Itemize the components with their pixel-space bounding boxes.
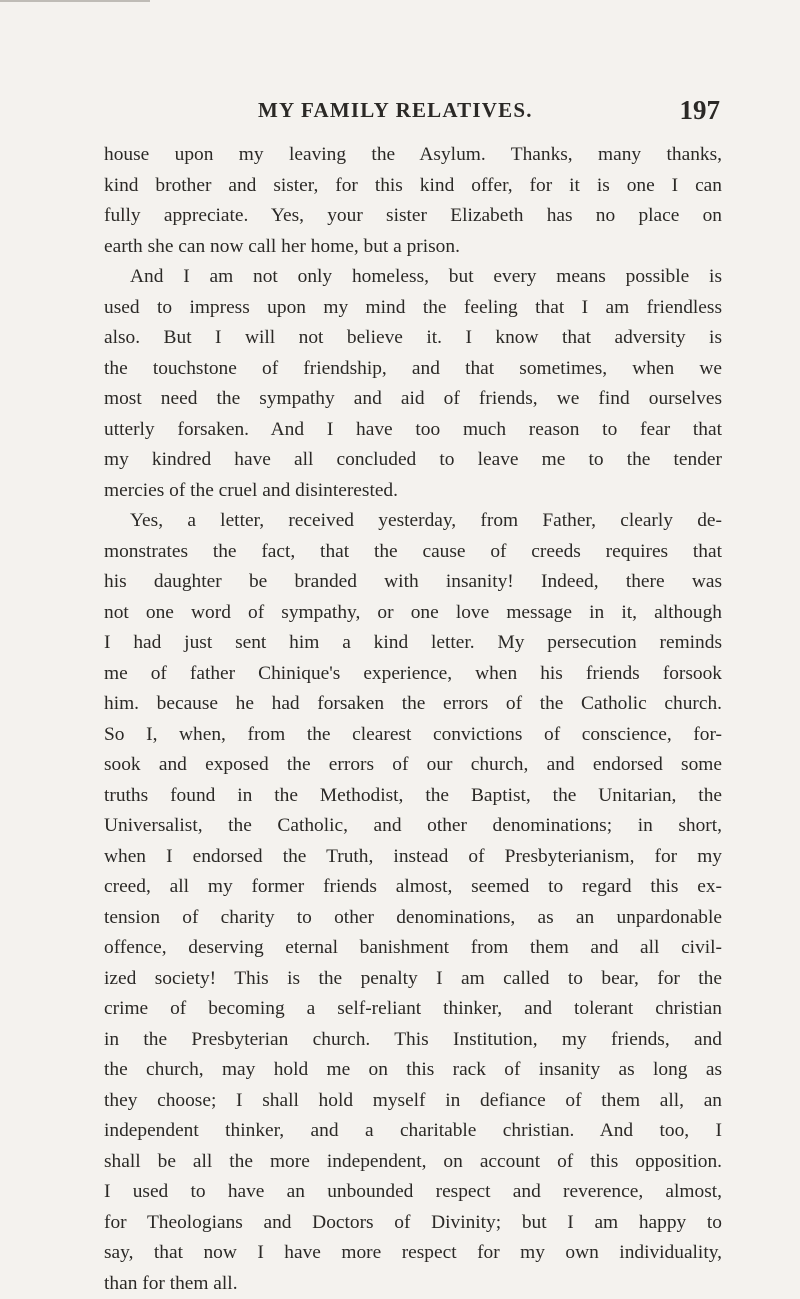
text-line: sook and exposed the errors of our church, and endorsed some <box>104 750 722 781</box>
text-line: say, that now I have more respect for my own individuality, <box>104 1238 722 1269</box>
running-title: MY FAMILY RELATIVES. <box>258 93 533 127</box>
text-line: earth she can now call her home, but a prison. <box>104 232 722 263</box>
text-line: truths found in the Methodist, the Baptist, the Unitarian, the <box>104 781 722 812</box>
text-line: So I, when, from the clearest convictions of conscience, for- <box>104 720 722 751</box>
text-line: And I am not only homeless, but every means possible is <box>104 262 722 293</box>
text-line: than for them all. <box>104 1269 722 1299</box>
text-line: ized society! This is the penalty I am called to bear, for the <box>104 964 722 995</box>
text-line: monstrates the fact, that the cause of creeds requires that <box>104 537 722 568</box>
text-line: the church, may hold me on this rack of insanity as long as <box>104 1055 722 1086</box>
text-line: his daughter be branded with insanity! Indeed, there was <box>104 567 722 598</box>
text-line: me of father Chinique's experience, when his friends forsook <box>104 659 722 690</box>
text-line: in the Presbyterian church. This Institution, my friends, and <box>104 1025 722 1056</box>
text-line: kind brother and sister, for this kind offer, for it is one I can <box>104 171 722 202</box>
running-header <box>258 93 720 127</box>
body-text <box>104 140 722 1299</box>
text-line: the touchstone of friendship, and that sometimes, when we <box>104 354 722 385</box>
text-line: most need the sympathy and aid of friends, we find ourselves <box>104 384 722 415</box>
text-line: him. because he had forsaken the errors of the Catholic church. <box>104 689 722 720</box>
text-line: creed, all my former friends almost, seemed to regard this ex- <box>104 872 722 903</box>
text-line: fully appreciate. Yes, your sister Elizabeth has no place on <box>104 201 722 232</box>
text-line: I used to have an unbounded respect and reverence, almost, <box>104 1177 722 1208</box>
text-line: I had just sent him a kind letter. My persecution reminds <box>104 628 722 659</box>
text-line: independent thinker, and a charitable christian. And too, I <box>104 1116 722 1147</box>
text-line: crime of becoming a self-reliant thinker, and tolerant christian <box>104 994 722 1025</box>
text-line: offence, deserving eternal banishment from them and all civil- <box>104 933 722 964</box>
text-line: Universalist, the Catholic, and other denominations; in short, <box>104 811 722 842</box>
page-number: 197 <box>680 93 721 127</box>
text-line: they choose; I shall hold myself in defiance of them all, an <box>104 1086 722 1117</box>
text-line: used to impress upon my mind the feeling that I am friendless <box>104 293 722 324</box>
page-corner-rule <box>0 0 150 16</box>
text-line: for Theologians and Doctors of Divinity; but I am happy to <box>104 1208 722 1239</box>
text-line: house upon my leaving the Asylum. Thanks, many thanks, <box>104 140 722 171</box>
text-line: Yes, a letter, received yesterday, from Father, clearly de- <box>104 506 722 537</box>
text-line: utterly forsaken. And I have too much reason to fear that <box>104 415 722 446</box>
text-line: tension of charity to other denominations, as an unpardonable <box>104 903 722 934</box>
text-line: mercies of the cruel and disinterested. <box>104 476 722 507</box>
text-line: also. But I will not believe it. I know that adversity is <box>104 323 722 354</box>
text-line: my kindred have all concluded to leave me to the tender <box>104 445 722 476</box>
text-line: not one word of sympathy, or one love message in it, although <box>104 598 722 629</box>
text-line: when I endorsed the Truth, instead of Presbyterianism, for my <box>104 842 722 873</box>
text-line: shall be all the more independent, on account of this opposition. <box>104 1147 722 1178</box>
